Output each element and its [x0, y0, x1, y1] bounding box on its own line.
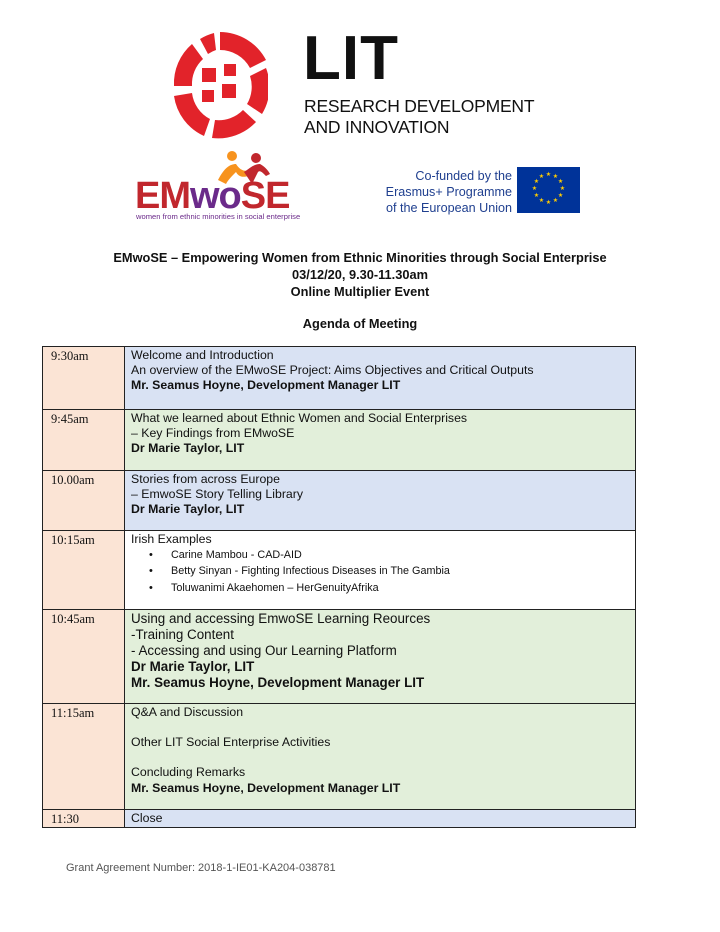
- agenda-row: [43, 703, 635, 809]
- agenda-row: [43, 609, 635, 703]
- svg-text:★: ★: [538, 172, 545, 180]
- list-item: • Betty Sinyan - Fighting Infectious Diseases in The Gambia: [171, 563, 635, 579]
- svg-text:★: ★: [545, 199, 552, 206]
- svg-text:★: ★: [538, 197, 545, 205]
- agenda-row: [43, 809, 635, 827]
- emwose-logo-word: EMwoSE: [135, 175, 290, 217]
- svg-text:★: ★: [531, 185, 538, 192]
- svg-text:★: ★: [552, 172, 559, 180]
- agenda-description: Close: [125, 810, 635, 827]
- agenda-description: Stories from across Europe – EmwoSE Story Telling Library Dr Marie Taylor, LIT: [125, 471, 635, 530]
- svg-text:★: ★: [557, 178, 564, 185]
- lit-logo-subtitle: RESEARCH DEVELOPMENT AND INNOVATION: [304, 96, 535, 137]
- lit-logo-emblem: [172, 28, 268, 140]
- svg-text:★: ★: [557, 192, 564, 199]
- agenda-table: [42, 346, 636, 828]
- agenda-time: 9:45am: [43, 410, 125, 470]
- agenda-description: Irish Examples • Carine Mambou - CAD-AID • Betty Sinyan - Fighting Infectious Diseases in The Gambia • Toluwanimi Akaehomen – HerGenuityAfrika: [125, 531, 635, 609]
- svg-text:★: ★: [559, 185, 566, 192]
- grant-agreement-number: Grant Agreement Number: 2018-1-IE01-KA204-038781: [66, 862, 336, 874]
- agenda-description: What we learned about Ethnic Women and Social Enterprises – Key Findings from EMwoSE Dr Marie Taylor, LIT: [125, 410, 635, 470]
- eu-flag-icon: [517, 167, 580, 213]
- agenda-description: Using and accessing EmwoSE Learning Reources -Training Content - Accessing and using Our Learning Platform Dr Marie Taylor, LIT Mr. Seamus Hoyne, Development Manager LIT: [125, 610, 635, 703]
- agenda-heading: Agenda of Meeting: [302, 316, 418, 331]
- agenda-row: [43, 347, 635, 409]
- eu-cofunded-text: Co-funded by the Erasmus+ Programme of the European Union: [385, 169, 512, 215]
- event-title: EMwoSE – Empowering Women from Ethnic Minorities through Social Enterprise: [113, 250, 607, 265]
- agenda-time: 11:15am: [43, 704, 125, 809]
- agenda-time: 10.00am: [43, 471, 125, 530]
- svg-text:★: ★: [552, 197, 559, 205]
- svg-text:★: ★: [533, 178, 540, 185]
- agenda-description: Q&A and Discussion Other LIT Social Enterprise Activities Concluding Remarks Mr. Seamus Hoyne, Development Manager LIT: [125, 704, 635, 809]
- agenda-time: 11:30: [43, 810, 125, 827]
- svg-text:★: ★: [533, 192, 540, 199]
- event-type: Online Multiplier Event: [290, 284, 430, 299]
- agenda-description: Welcome and Introduction An overview of the EMwoSE Project: Aims Objectives and Critical Outputs Mr. Seamus Hoyne, Development Manager LIT: [125, 347, 635, 409]
- event-date: 03/12/20, 9.30-11.30am: [292, 267, 428, 282]
- list-item: • Toluwanimi Akaehomen – HerGenuityAfrika: [171, 580, 635, 596]
- list-item: • Carine Mambou - CAD-AID: [171, 547, 635, 563]
- agenda-row: [43, 409, 635, 470]
- agenda-row: [43, 470, 635, 530]
- agenda-time: 10:45am: [43, 610, 125, 703]
- example-list: [131, 547, 635, 596]
- svg-text:★: ★: [545, 171, 552, 178]
- emwose-tagline: women from ethnic minorities in social enterprise: [136, 212, 301, 221]
- agenda-time: 9:30am: [43, 347, 125, 409]
- lit-logo-word: LIT: [303, 24, 399, 93]
- agenda-row: [43, 530, 635, 609]
- agenda-time: 10:15am: [43, 531, 125, 609]
